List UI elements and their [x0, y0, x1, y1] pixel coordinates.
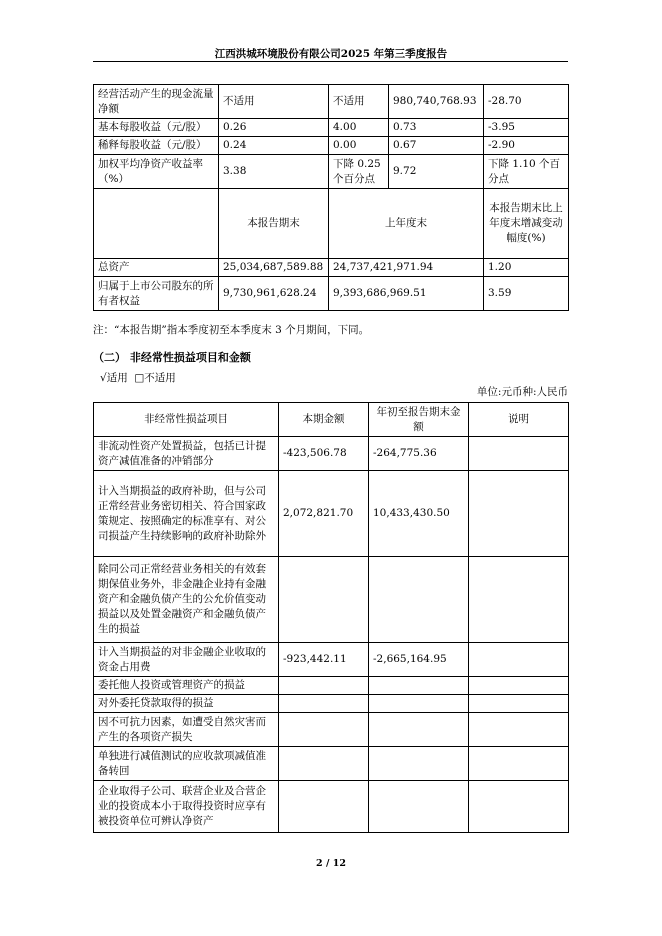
column-header-item: 非经常性损益项目	[94, 403, 279, 437]
table-cell	[369, 781, 469, 833]
table-cell	[369, 557, 469, 643]
table-cell	[279, 677, 369, 695]
table-row	[94, 713, 569, 747]
non-recurring-items-table	[93, 402, 569, 833]
table-cell	[469, 713, 569, 747]
table-footnote: 注：“本报告期”指本季度初至本季度末 3 个月期间，下同。	[93, 324, 370, 336]
table-row	[94, 677, 569, 695]
table-row	[94, 259, 569, 277]
row-label: 基本每股收益（元/股）	[94, 119, 219, 137]
row-label: 对外委托贷款取得的损益	[94, 695, 279, 713]
table-cell	[279, 747, 369, 781]
table-row	[94, 781, 569, 833]
table-row	[94, 643, 569, 677]
key-financial-data-table	[93, 84, 569, 311]
table-cell	[469, 781, 569, 833]
table-row	[94, 557, 569, 643]
row-label: 经营活动产生的现金流量净额	[94, 85, 219, 119]
table-cell	[469, 437, 569, 471]
table-cell	[469, 471, 569, 557]
table-cell: 0.67	[389, 137, 484, 155]
table-subheader-row	[94, 189, 569, 259]
table-cell: 4.00	[329, 119, 389, 137]
unit-label: 单位:元币种:人民币	[476, 386, 568, 398]
table-row	[94, 695, 569, 713]
column-header-current: 本期金额	[279, 403, 369, 437]
row-label: 因不可抗力因素，如遭受自然灾害而产生的各项资产损失	[94, 713, 279, 747]
table-cell: 0.26	[219, 119, 329, 137]
row-label: 总资产	[94, 259, 219, 277]
empty-header-cell	[94, 189, 219, 259]
row-label: 企业取得子公司、联营企业及合营企业的投资成本小于取得投资时应享有被投资单位可辨认净资产	[94, 781, 279, 833]
column-header-ytd: 年初至报告期末金额	[369, 403, 469, 437]
table-cell: 下降 1.10 个百分点	[484, 155, 569, 189]
table-cell	[369, 677, 469, 695]
table-cell	[279, 781, 369, 833]
row-label: 归属于上市公司股东的所有者权益	[94, 277, 219, 311]
table-cell: 24,737,421,971.94	[329, 259, 484, 277]
row-label: 计入当期损益的对非金融企业收取的资金占用费	[94, 643, 279, 677]
row-label: 除同公司正常经营业务相关的有效套期保值业务外，非金融企业持有金融资产和金融负债产生的公允价值变动损益以及处置金融资产和金融负债产生的损益	[94, 557, 279, 643]
column-header-change-pct: 本报告期末比上年度末增减变动幅度(%)	[484, 189, 569, 259]
table-cell: -2,665,164.95	[369, 643, 469, 677]
table-cell: 0.00	[329, 137, 389, 155]
report-header-title: 江西洪城环境股份有限公司2025 年第三季度报告	[214, 48, 448, 60]
table-cell: -28.70	[484, 85, 569, 119]
page-number: 2 / 12	[316, 858, 346, 869]
table-cell	[279, 695, 369, 713]
table-cell	[469, 557, 569, 643]
table-row	[94, 137, 569, 155]
column-header-period-end: 本报告期末	[219, 189, 329, 259]
section-title: （二） 非经常性损益项目和金额	[93, 351, 251, 364]
table-cell	[469, 677, 569, 695]
row-label: 计入当期损益的政府补助，但与公司正常经营业务密切相关、符合国家政策规定、按照确定的标准享有、对公司损益产生持续影响的政府补助除外	[94, 471, 279, 557]
header-divider	[93, 61, 568, 62]
row-label: 非流动性资产处置损益，包括已计提资产减值准备的冲销部分	[94, 437, 279, 471]
table-row	[94, 85, 569, 119]
table-row	[94, 437, 569, 471]
row-label: 加权平均净资产收益率（%）	[94, 155, 219, 189]
table-cell: 不适用	[329, 85, 389, 119]
table-row	[94, 155, 569, 189]
table-cell: 9,730,961,628.24	[219, 277, 329, 311]
table-cell: 0.73	[389, 119, 484, 137]
table-cell: 3.59	[484, 277, 569, 311]
table-cell: -2.90	[484, 137, 569, 155]
not-applicable-checkbox[interactable]: □不适用	[134, 372, 176, 384]
row-label: 委托他人投资或管理资产的损益	[94, 677, 279, 695]
table-cell	[369, 695, 469, 713]
table-cell	[469, 747, 569, 781]
row-label: 单独进行减值测试的应收款项减值准备转回	[94, 747, 279, 781]
applicable-checkbox[interactable]: √适用	[100, 372, 128, 384]
table-cell: 3.38	[219, 155, 329, 189]
table-row	[94, 747, 569, 781]
column-header-prior-year-end: 上年度末	[329, 189, 484, 259]
column-header-note: 说明	[469, 403, 569, 437]
table-cell: 980,740,768.93	[389, 85, 484, 119]
table-header-row	[94, 403, 569, 437]
table-cell: -923,442.11	[279, 643, 369, 677]
applicability-options	[100, 370, 176, 385]
table-cell: 2,072,821.70	[279, 471, 369, 557]
table-cell: 不适用	[219, 85, 329, 119]
table-cell	[369, 713, 469, 747]
table-cell: -264,775.36	[369, 437, 469, 471]
table-cell: -3.95	[484, 119, 569, 137]
table-row	[94, 119, 569, 137]
table-cell	[369, 747, 469, 781]
table-cell	[279, 713, 369, 747]
table-cell	[469, 695, 569, 713]
table-cell: 下降 0.25 个百分点	[329, 155, 389, 189]
table-cell: 25,034,687,589.88	[219, 259, 329, 277]
table-cell	[279, 557, 369, 643]
table-cell: -423,506.78	[279, 437, 369, 471]
table-cell: 10,433,430.50	[369, 471, 469, 557]
table-cell: 9.72	[389, 155, 484, 189]
table-cell: 9,393,686,969.51	[329, 277, 484, 311]
table-cell: 0.24	[219, 137, 329, 155]
row-label: 稀释每股收益（元/股）	[94, 137, 219, 155]
table-row	[94, 277, 569, 311]
table-row	[94, 471, 569, 557]
table-cell	[469, 643, 569, 677]
table-cell: 1.20	[484, 259, 569, 277]
